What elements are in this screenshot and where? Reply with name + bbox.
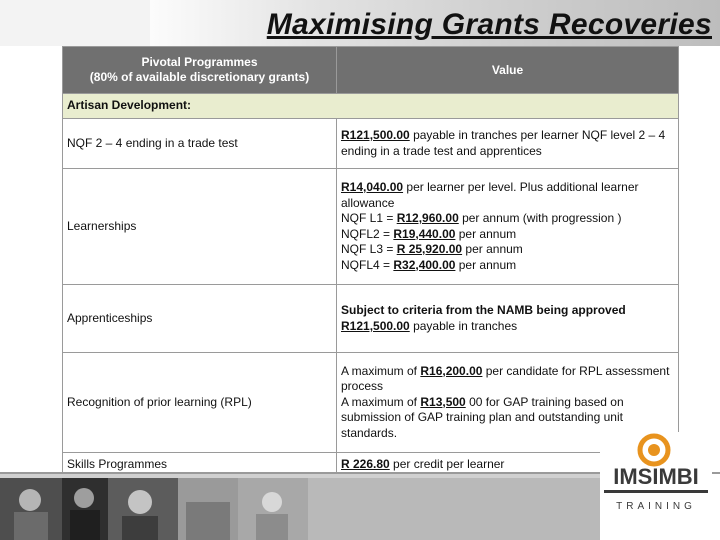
- section-row: [63, 94, 679, 119]
- header-pivotal-programmes: Pivotal Programmes (80% of available discretionary grants): [63, 47, 337, 94]
- row-value: R 226.80 per credit per learner: [337, 453, 679, 483]
- page-title: Maximising Grants Recoveries: [266, 8, 712, 41]
- photo-2: [62, 478, 108, 540]
- table-row: [63, 353, 679, 453]
- section-title: Artisan Development:: [63, 94, 679, 119]
- table-row: [63, 169, 679, 285]
- imsimbi-logo: [600, 432, 712, 520]
- imsimbi-logo-mark: [600, 432, 712, 520]
- row-label: NQF 2 – 4 ending in a trade test: [63, 119, 337, 169]
- table-header-row: [63, 47, 679, 94]
- table-row: [63, 119, 679, 169]
- header-value: Value: [337, 47, 679, 94]
- grants-table: [62, 46, 679, 483]
- photo-5: [238, 478, 308, 540]
- logo-sub: TRAINING: [616, 501, 696, 512]
- photo-3: [108, 478, 178, 540]
- row-label: Recognition of prior learning (RPL): [63, 353, 337, 453]
- row-value: A maximum of R16,200.00 per candidate for RPL assessment process A maximum of R13,500 00 for GAP training based on submission of GAP training plan and outstanding unit standards.: [337, 353, 679, 453]
- row-label: Skills Programmes: [63, 453, 337, 483]
- row-value: R14,040.00 per learner per level. Plus additional learner allowance NQF L1 = R12,960.00 per annum (with progression ) NQFL2 = R19,440.00 per annum NQF L3 = R 25,920.00 per annum NQFL4 = R32,400.00 per annum: [337, 169, 679, 285]
- photo-1: [0, 478, 62, 540]
- table-row: [63, 285, 679, 353]
- row-label: Apprenticeships: [63, 285, 337, 353]
- logo-name: IMSIMBI: [613, 464, 699, 489]
- photo-4: [178, 478, 238, 540]
- row-value: Subject to criteria from the NAMB being approved R121,500.00 payable in tranches: [337, 285, 679, 353]
- row-label: Learnerships: [63, 169, 337, 285]
- row-value: R121,500.00 payable in tranches per learner NQF level 2 – 4 ending in a trade test and apprentices: [337, 119, 679, 169]
